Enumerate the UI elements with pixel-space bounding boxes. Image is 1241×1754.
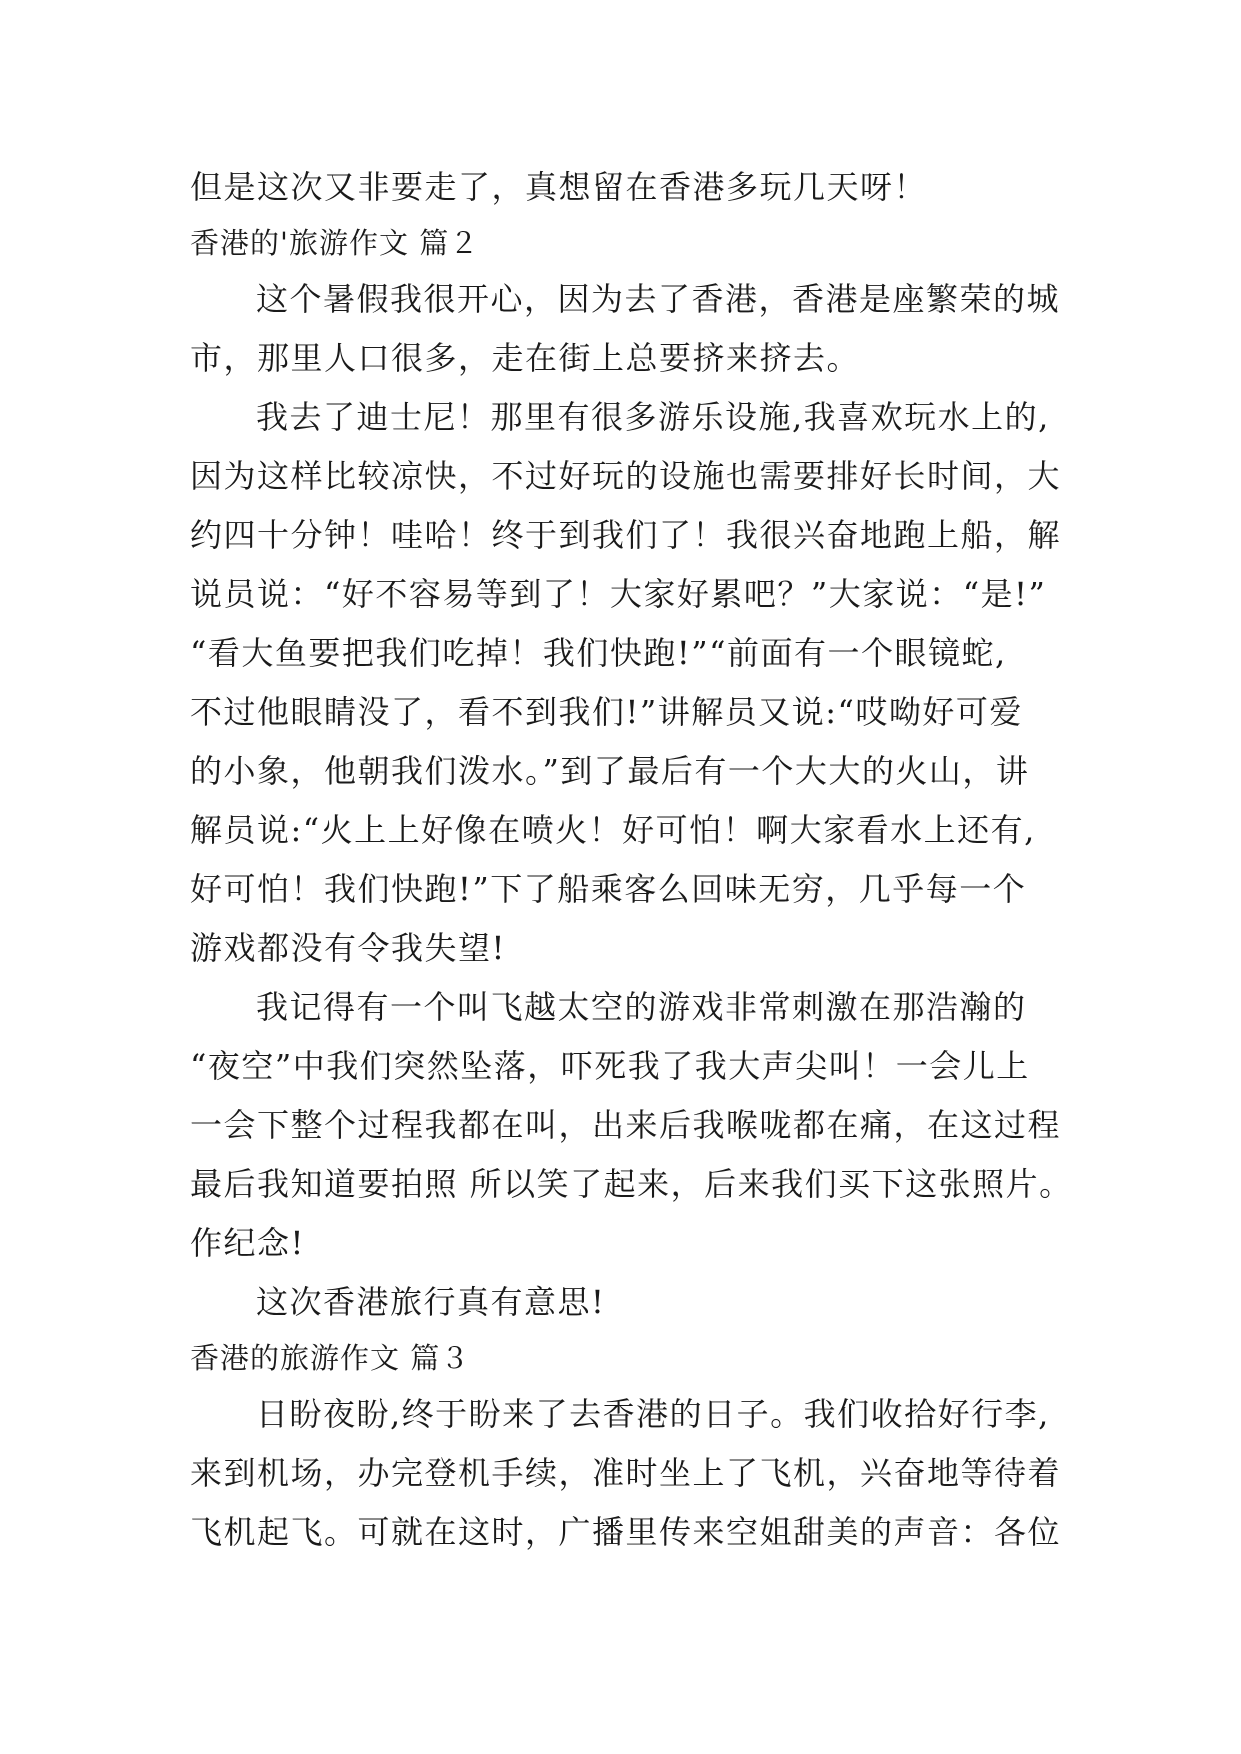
section-heading: 香港的'旅游作文 篇２ (190, 226, 480, 260)
paragraph-line: 游戏都没有令我失望! (190, 929, 506, 967)
paragraph-line: 约四十分钟！哇哈！终于到我们了！我很兴奋地跑上船，解 (190, 516, 1062, 554)
paragraph-line: 来到机场，办完登机手续，准时坐上了飞机，兴奋地等待着 (190, 1454, 1062, 1492)
paragraph-line: 飞机起飞。可就在这时，广播里传来空姐甜美的声音：各位 (190, 1513, 1062, 1551)
paragraph-line: 但是这次又非要走了，真想留在香港多玩几天呀！ (190, 168, 928, 206)
paragraph-line: 这次香港旅行真有意思! (256, 1283, 606, 1321)
section-heading: 香港的旅游作文 篇３ (190, 1341, 471, 1375)
paragraph-line: 解员说:“火上上好像在喷火！好可怕！啊大家看水上还有, (190, 811, 1036, 849)
paragraph-line: 我去了迪士尼！那里有很多游乐设施,我喜欢玩水上的, (256, 398, 1050, 436)
paragraph-line: 因为这样比较凉快，不过好玩的设施也需要排好长时间，大 (190, 457, 1062, 495)
paragraph-line: 说员说：“好不容易等到了！大家好累吧？”大家说：“是!” (190, 575, 1047, 613)
paragraph-line: 的小象，他朝我们泼水。”到了最后有一个大大的火山，讲 (190, 752, 1030, 790)
paragraph-line: 好可怕！我们快跑!”下了船乘客么回味无穷，几乎每一个 (190, 870, 1027, 908)
paragraph-line: 一会下整个过程我都在叫，出来后我喉咙都在痛，在这过程 (190, 1106, 1062, 1144)
paragraph-line: 作纪念! (190, 1224, 305, 1262)
paragraph-line: “夜空”中我们突然坠落，吓死我了我大声尖叫！一会儿上 (190, 1047, 1030, 1085)
paragraph-line: “看大鱼要把我们吃掉！我们快跑!”“前面有一个眼镜蛇, (190, 634, 1007, 672)
paragraph-line: 不过他眼睛没了，看不到我们!”讲解员又说:“哎呦好可爱 (190, 693, 1023, 731)
paragraph-line: 市，那里人口很多，走在街上总要挤来挤去。 (190, 339, 861, 377)
document-body (190, 158, 1090, 1562)
paragraph-line: 这个暑假我很开心，因为去了香港，香港是座繁荣的城 (256, 280, 1061, 318)
paragraph-line: 最后我知道要拍照 所以笑了起来，后来我们买下这张照片。 (190, 1165, 1073, 1203)
paragraph-line: 我记得有一个叫飞越太空的游戏非常刺激在那浩瀚的 (256, 988, 1027, 1026)
paragraph-line: 日盼夜盼,终于盼来了去香港的日子。我们收拾好行李, (256, 1395, 1050, 1433)
